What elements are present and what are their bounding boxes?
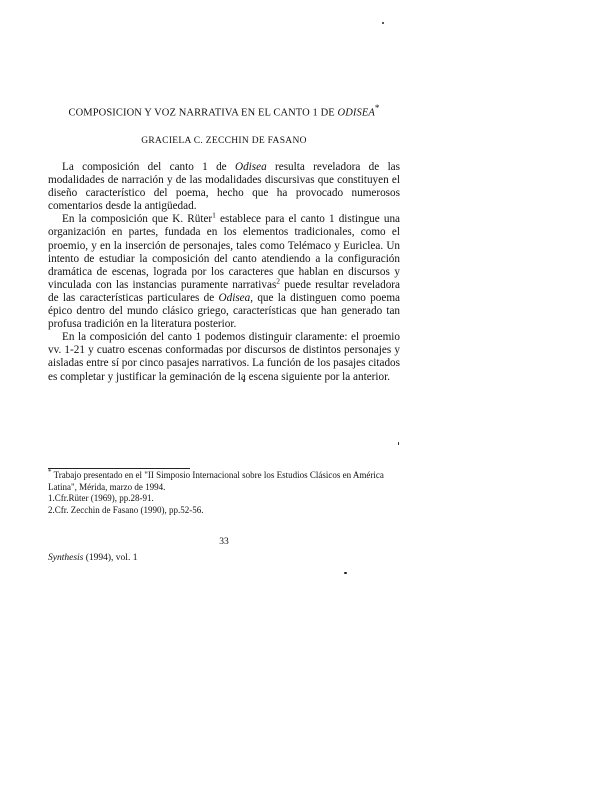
footnotes — [48, 470, 400, 516]
title-text: COMPOSICION Y VOZ NARRATIVA EN EL CANTO 1 DE — [68, 107, 338, 119]
scan-speck — [398, 442, 399, 445]
article-title — [48, 103, 400, 119]
footnote-ref: 1 — [212, 210, 216, 220]
title-footnote-mark: * — [374, 103, 380, 113]
journal-citation — [48, 553, 137, 563]
text-run: establece para el canto 1 distingue una organización en partes, fundada en los elementos tradicionales, como el proemio, y en la inserción de personajes, tales como Telémaco y Euriclea. Un intento de estudiar la composición del canto atendiendo a la configuración dramática de escenas, lograda por los caracteres que hablan en discursos y vinculada con las instancias puramente narrativas — [48, 213, 401, 291]
journal-name: Synthesis — [48, 553, 84, 563]
journal-details: (1994), vol. 1 — [83, 553, 138, 563]
scan-speck — [344, 572, 347, 574]
footnote-2: 2.Cfr. Zecchin de Fasano (1990), pp.52-56. — [48, 504, 204, 515]
footnote-1: 1.Cfr.Rüter (1969), pp.28-91. — [48, 493, 154, 504]
italic-run: Odisea — [234, 161, 267, 173]
title-italic: ODISEA — [337, 107, 375, 119]
scan-speck — [382, 22, 384, 24]
text-run: resulta reveladora de las modalidades de narración y de las modalidades discursivas que constituyen el diseño característico del poema, hecho que ha provocado numerosos comentarios desde la antigüedad. — [48, 161, 400, 213]
text-run: En la composición del canto 1 podemos distinguir claramente: el proemio vv. 1-21 y cuatro escenas conformadas por discursos de distintos personajes y aisladas entre sí por cinco pasajes narrativos. La función de los pasajes citados es completar y justificar la geminación de la escena siguiente por la anterior. — [48, 331, 400, 383]
paragraph — [48, 161, 400, 213]
text-run: , que la distinguen como poema épico dentro del mundo clásico griego, características que han generado tan profusa tradición en la literatura posterior. — [48, 291, 400, 331]
page-number: 33 — [219, 537, 229, 547]
text-run: La composición del canto 1 de — [62, 161, 235, 173]
paragraph — [48, 331, 400, 383]
italic-run: Odisea — [218, 291, 251, 304]
text-run: puede resultar reveladora de las características particulares de — [48, 278, 400, 304]
article-author: GRACIELA C. ZECCHIN DE FASANO — [141, 136, 307, 146]
footnote-star — [48, 470, 400, 493]
footnote-text: Trabajo presentado en el "II Simposio Internacional sobre los Estudios Clásicos en América Latina", Mérida, marzo de 1994. — [48, 470, 384, 492]
footnote-divider — [48, 468, 190, 469]
footnote-ref: 2 — [276, 276, 281, 286]
body-text — [48, 161, 400, 384]
footnote-mark: * — [48, 468, 52, 476]
text-run: En la composición que K. Rüter — [62, 213, 213, 226]
paragraph — [48, 210, 401, 331]
